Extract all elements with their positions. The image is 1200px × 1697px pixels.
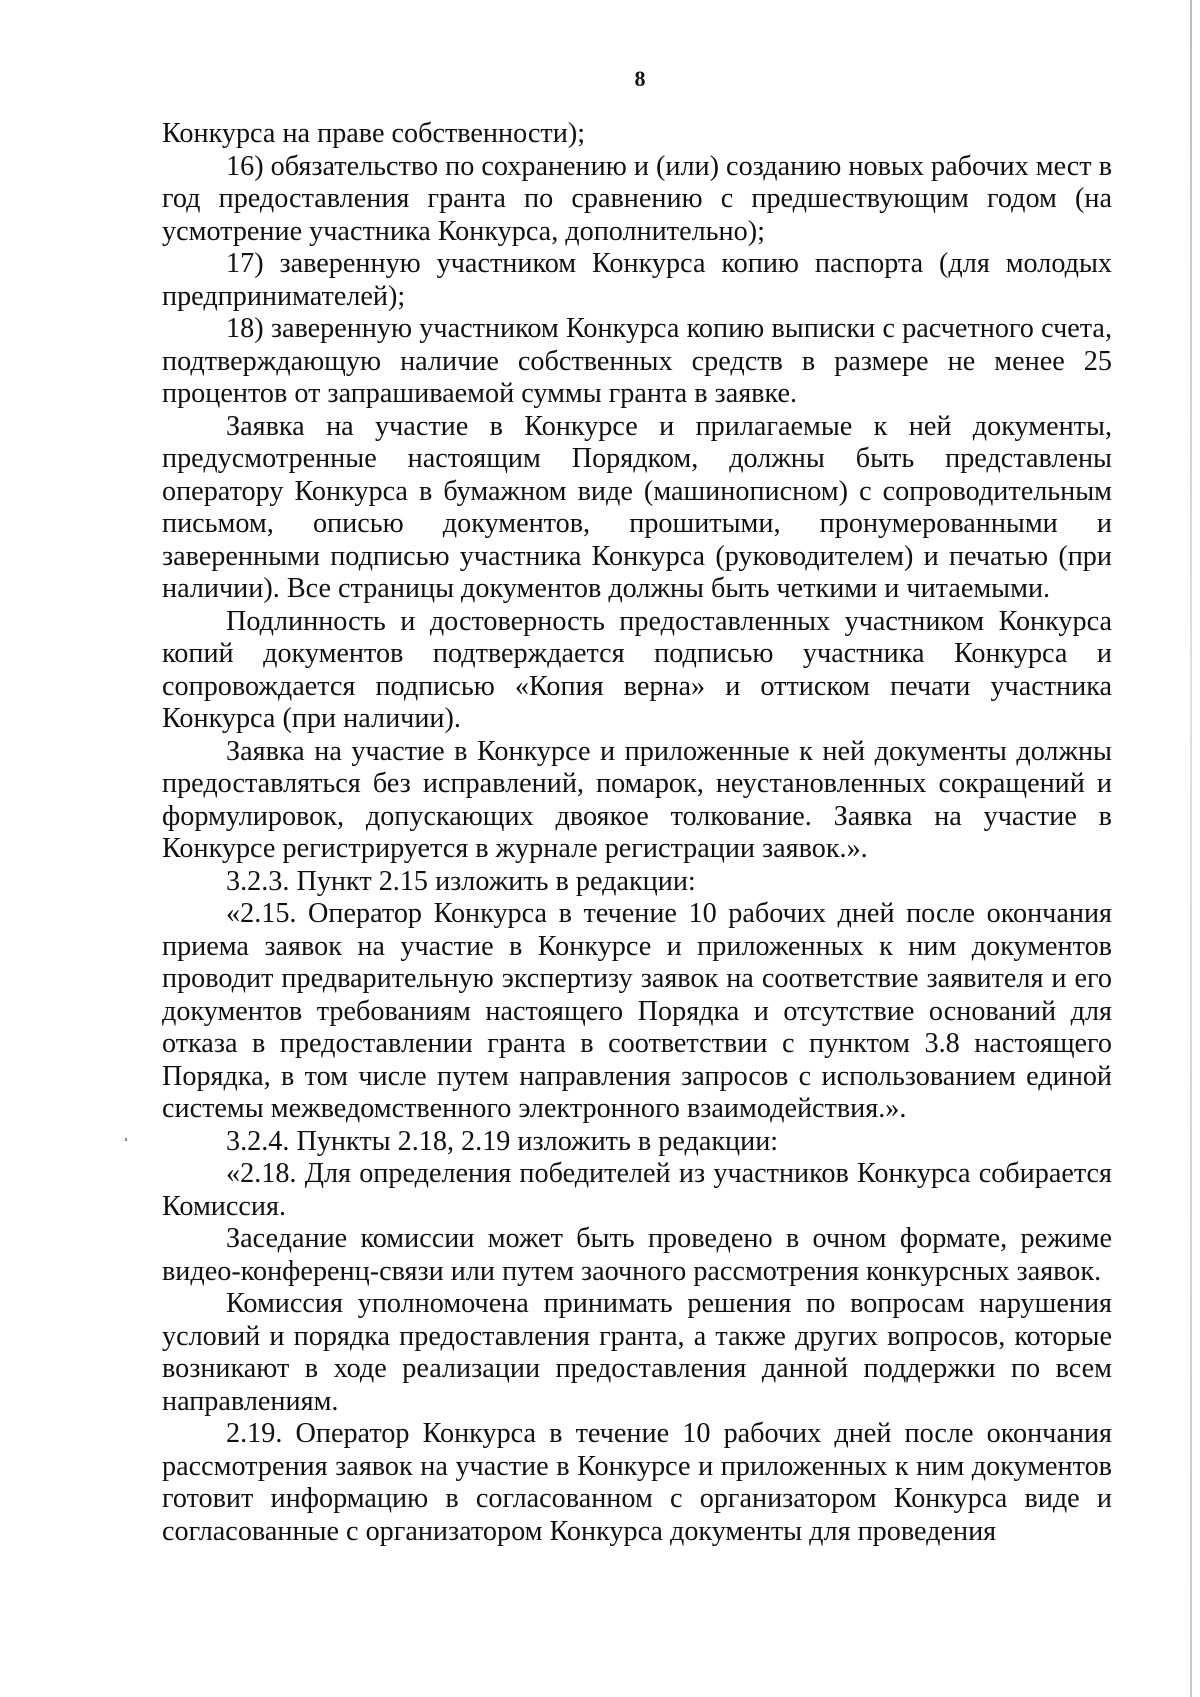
page-number: 8 (634, 66, 646, 91)
paragraph: 2.19. Оператор Конкурса в течение 10 рабочих дней после окончания рассмотрения заявок на участие в Конкурсе и приложенных к ним документов готовит информацию в согласованном с организатором Конкурса виде и согласованные с организатором Конкурса документы для проведения (162, 1418, 1112, 1547)
paragraph: 17) заверенную участником Конкурса копию паспорта (для молодых предпринимателей); (162, 248, 1112, 312)
paragraph: Заявка на участие в Конкурсе и прилагаемые к ней документы, предусмотренные настоящим Порядком, должны быть представлены оператору Конкурса в бумажном виде (машинописном) с сопроводительным письмом, описью документов, прошитыми, пронумерованными и заверенными подписью участника Конкурса (руководителем) и печатью (при наличии). Все страницы документов должны быть четкими и читаемыми. (162, 410, 1112, 604)
paragraph: 3.2.4. Пункты 2.18, 2.19 изложить в редакции: (226, 1125, 779, 1157)
margin-mark (125, 1138, 127, 1141)
paragraph: Заявка на участие в Конкурсе и приложенные к ней документы должны предоставляться без исправлений, помарок, неустановленных сокращений и формулировок, допускающих двоякое толкование. Заявка на участие в Конкурсе регистрируется в журнале регистрации заявок.». (162, 735, 1112, 864)
paragraph: 16) обязательство по сохранению и (или) созданию новых рабочих мест в год предоставления гранта по сравнению с предшествующим годом (на усмотрение участника Конкурса, дополнительно); (162, 150, 1112, 247)
paragraph: Заседание комиссии может быть проведено в очном формате, режиме видео-конференц-связи или путем заочного рассмотрения конкурсных заявок. (162, 1223, 1112, 1287)
paragraph: «2.15. Оператор Конкурса в течение 10 рабочих дней после окончания приема заявок на участие в Конкурсе и приложенных к ним документов проводит предварительную экспертизу заявок на соответствие заявителя и его документов требованиям настоящего Порядка и отсутствие оснований для отказа в предоставлении гранта в соответствии с пунктом 3.8 настоящего Порядка, в том числе путем направления запросов с использованием единой системы межведомственного электронного взаимодействия.». (162, 898, 1112, 1124)
paragraph: Комиссия уполномочена принимать решения по вопросам нарушения условий и порядка предоставления гранта, а также других вопросов, которые возникают в ходе реализации предоставления данной поддержки по всем направлениям. (162, 1288, 1112, 1417)
paragraph: «2.18. Для определения победителей из участников Конкурса собирается Комиссия. (162, 1158, 1112, 1222)
paragraph: 3.2.3. Пункт 2.15 изложить в редакции: (226, 865, 696, 897)
paragraph: 18) заверенную участником Конкурса копию выписки с расчетного счета, подтверждающую наличие собственных средств в размере не менее 25 процентов от запрашиваемой суммы гранта в заявке. (162, 313, 1112, 409)
paragraph: Подлинность и достоверность предоставленных участником Конкурса копий документов подтверждается подписью участника Конкурса и сопровождается подписью «Копия верна» и оттиском печати участника Конкурса (при наличии). (162, 605, 1112, 734)
paragraph: Конкурса на праве собственности); (162, 118, 586, 149)
scan-edge (1190, 0, 1192, 1697)
document-body (162, 118, 1112, 1548)
